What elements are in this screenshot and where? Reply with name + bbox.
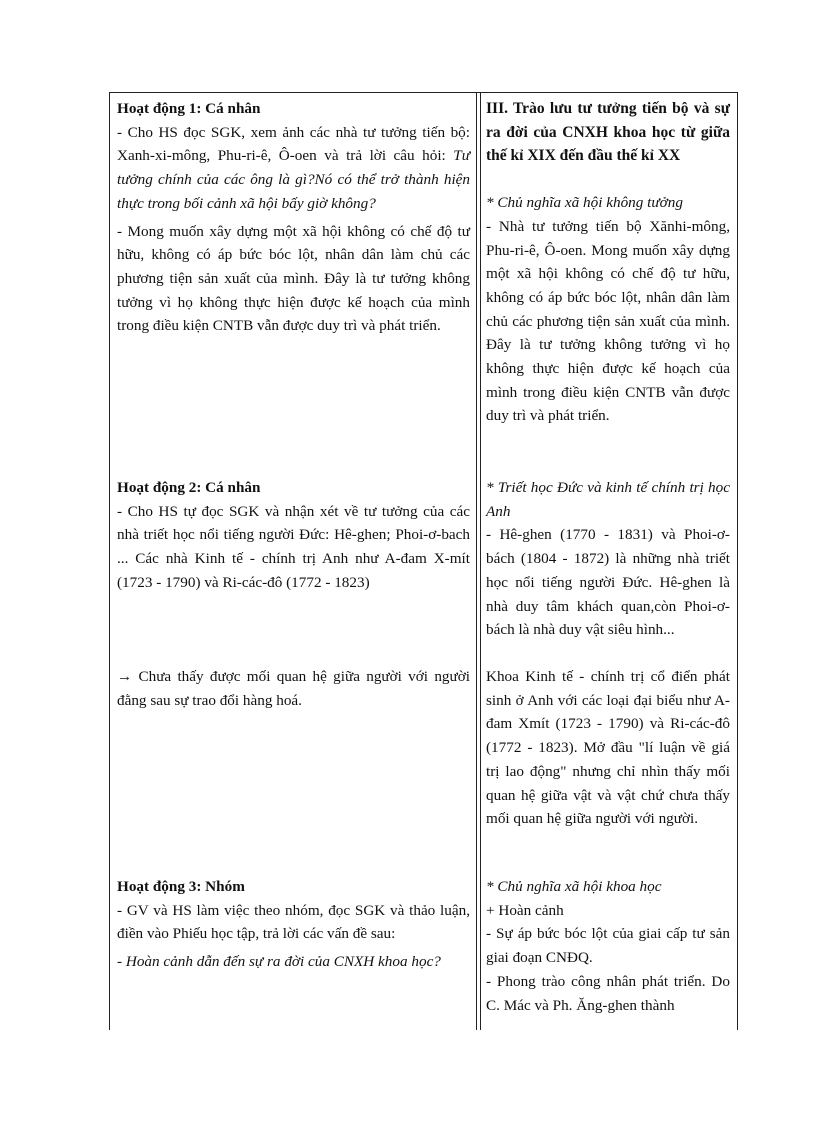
- scientific-heading: * Chủ nghĩa xã hội khoa học: [486, 878, 662, 895]
- scientific-socialism-block: [486, 875, 730, 1017]
- activity-3: [117, 875, 470, 974]
- economics-block: [486, 665, 730, 831]
- context-label: + Hoàn cảnh: [486, 901, 564, 919]
- activity-2-intro: - Cho HS tự đọc SGK và nhận xét về tư tưởng của các nhà triết học nổi tiếng người Đức: Hê-ghen; Phoi-ơ-bach ... Các nhà Kinh tế - chính trị Anh như A-đam X-mít (1723 - 1790) và Ri-các-đô (1772 - 1823): [117, 502, 470, 591]
- philosophy-block: [486, 476, 730, 642]
- activity-3-question: - Hoàn cảnh dẫn đến sự ra đời của CNXH khoa học?: [117, 953, 441, 971]
- activity-2-conclusion: → Chưa thấy được mối quan hệ giữa người với người đằng sau sự trao đổi hàng hoá.: [117, 668, 470, 709]
- activity-2: [117, 476, 470, 595]
- section-title: III. Trào lưu tư tưởng tiến bộ và sự ra đời của CNXH khoa học từ giữa thế kỉ XIX đến đầu thế kỉ XX: [486, 100, 730, 165]
- economics-text: Khoa Kinh tế - chính trị cổ điển phát sinh ở Anh với các loại đại biểu như A-đam Xmít (1723 - 1790) và Ri-các-đô (1772 - 1823). Mở đầu "lí luận về giá trị lao động" nhưng chỉ nhìn thấy mối quan hệ giữa vật và vật chứ chưa thấy mối quan hệ giữa người với người.: [486, 668, 730, 828]
- activity-1-question: Tư tưởng chính của các ông là gì?Nó có thể trở thành hiện thực trong bối cảnh xã hội bấy giờ không?: [117, 147, 470, 212]
- activity-1-answer: - Mong muốn xây dựng một xã hội không có chế độ tư hữu, không có áp bức bóc lột, nhân dân làm chủ các phương tiện sản xuất của mình. Đây là tư tưởng không tưởng vì họ không thực hiện được kế hoạch của mình trong điều kiện CNTB vẫn được duy trì và phát triển.: [117, 222, 470, 335]
- context-item-1: - Sự áp bức bóc lột của giai cấp tư sản giai đoạn CNĐQ.: [486, 925, 730, 967]
- content-column: [480, 93, 737, 1030]
- context-item-2: - Phong trào công nhân phát triển. Do C. Mác và Ph. Ăng-ghen thành: [486, 972, 730, 1014]
- activity-2-conclusion-block: [117, 665, 470, 712]
- utopian-text: - Nhà tư tưởng tiến bộ Xănhi-mông, Phu-ri-ê, Ô-oen. Mong muốn xây dựng một xã hội không có chế độ tư hữu, không có áp bức bóc lột, nhân dân làm chủ các phương tiện sản xuất của mình. Đây là tư tưởng không tưởng vì họ không thực hiện được kế hoạch của mình trong điều kiện CNTB vẫn được duy trì và phát triển.: [486, 217, 730, 425]
- philosophy-text: - Hê-ghen (1770 - 1831) và Phoi-ơ-bách (1804 - 1872) là những nhà triết học nổi tiếng người Đức. Hê-ghen là nhà duy tâm khách quan,còn Phoi-ơ-bách là nhà duy vật siêu hình...: [486, 526, 730, 639]
- utopian-heading: * Chủ nghĩa xã hội không tưởng: [486, 194, 683, 212]
- activity-3-title: Hoạt động 3: Nhóm: [117, 878, 245, 895]
- activity-2-title: Hoạt động 2: Cá nhân: [117, 479, 261, 496]
- activity-1-title: Hoạt động 1: Cá nhân: [117, 100, 261, 117]
- section-iii: [486, 97, 730, 428]
- activity-3-intro: - GV và HS làm việc theo nhóm, đọc SGK và thảo luận, điền vào Phiếu học tập, trả lời các vấn đề sau:: [117, 901, 470, 943]
- activity-1-intro: - Cho HS đọc SGK, xem ảnh các nhà tư tưởng tiến bộ: Xanh-xi-mông, Phu-ri-ê, Ô-oen và trả lời câu hỏi: Tư tưởng chính của các ông là gì?Nó có thể trở thành hiện thực trong bối cảnh xã hội bấy giờ không?: [117, 123, 470, 212]
- philosophy-heading: * Triết học Đức và kinh tế chính trị học Anh: [486, 479, 730, 520]
- lesson-table: [109, 92, 738, 1030]
- activity-1: [117, 97, 470, 338]
- activities-column: [110, 93, 477, 1030]
